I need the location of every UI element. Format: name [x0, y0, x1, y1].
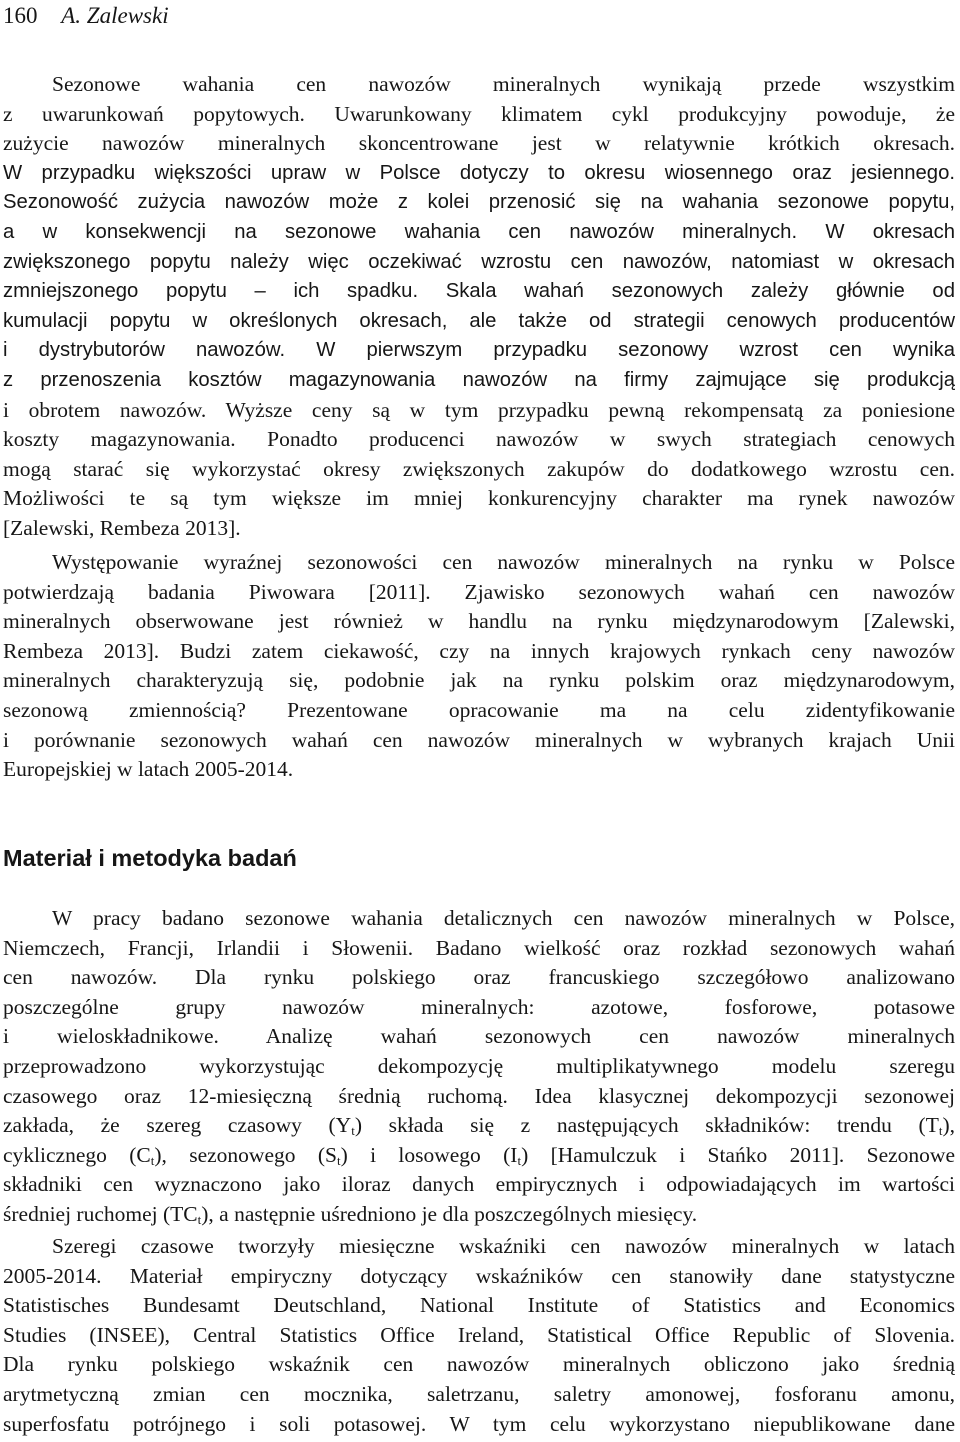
text-line: W pracy badano sezonowe wahania detalicznych cen nawozów mineralnych w Polsce,	[52, 906, 955, 930]
text-line: W przypadku większości upraw w Polsce dotyczy to okresu wiosennego oraz jesiennego.	[3, 161, 955, 184]
text-run: cyklicznego (C	[3, 1142, 151, 1167]
subscript-t: t	[150, 1152, 155, 1168]
text-run: ) składa się z następujących składników: trendu (T	[354, 1113, 939, 1138]
text-line: i porównanie sezonowych wahań cen nawozów mineralnych w wybranych krajach Unii	[3, 727, 955, 752]
subscript-t: t	[517, 1152, 522, 1168]
text-line: potwierdzają badania Piwowara [2011]. Zjawisko sezonowych wahań cen nawozów	[3, 579, 955, 604]
text-line: Występowanie wyraźnej sezonowości cen nawozów mineralnych na rynku w Polsce	[52, 550, 955, 574]
text-line: kumulacji popytu w określonych okresach, ale także od strategii cenowych producentów	[3, 309, 955, 332]
text-run: ) i losowego (I	[340, 1142, 518, 1167]
text-line: Europejskiej w latach 2005-2014.	[3, 757, 294, 782]
text-line: i dystrybutorów nawozów. W pierwszym przypadku sezonowy wzrost cen wynika	[3, 339, 955, 362]
page-number: 160	[3, 3, 38, 28]
methods-paragraph-1	[3, 904, 955, 1230]
text-line: i obrotem nawozów. Wyższe ceny są w tym przypadku pewną rekompensatą za poniesione	[3, 397, 955, 422]
text-line	[3, 1141, 955, 1171]
text-line	[3, 1200, 955, 1230]
text-run: średniej ruchomej (TC	[3, 1201, 198, 1226]
text-line: składniki cen wyznaczono jako iloraz danych empirycznych i odpowiadających im wartości	[3, 1172, 955, 1197]
text-line: zużycie nawozów mineralnych skoncentrowane jest w relatywnie krótkich okresach.	[3, 131, 955, 156]
text-run: ),	[942, 1113, 955, 1138]
text-line	[3, 1111, 955, 1141]
text-run: zakłada, że szereg czasowy (Y	[3, 1113, 352, 1138]
text-line: koszty magazynowania. Ponadto producenci nawozów w swych strategiach cenowych	[3, 427, 955, 452]
running-head-author: A. Zalewski	[61, 3, 169, 28]
text-line: Statistisches Bundesamt Deutschland, National Institute of Statistics and Economics	[3, 1293, 955, 1318]
text-run: ), a następnie uśredniono je dla poszczególnych miesięcy.	[201, 1201, 698, 1226]
text-line: z przenoszenia kosztów magazynowania nawozów na firmy zajmujące się produkcją	[3, 368, 955, 391]
text-line: Dla rynku polskiego wskaźnik cen nawozów mineralnych obliczono jako średnią	[3, 1352, 955, 1377]
text-line: Rembeza 2013]. Budzi zatem ciekawość, czy na innych krajowych rynkach ceny nawozów	[3, 638, 955, 663]
intro-paragraph-2	[3, 548, 955, 785]
text-line: Studies (INSEE), Central Statistics Office Ireland, Statistical Office Republic of Slovenia.	[3, 1322, 955, 1347]
text-line: Sezonowość zużycia nawozów może z kolei przenosić się na wahania sezonowe popytu,	[3, 191, 955, 214]
text-line: zmniejszonego popytu – ich spadku. Skala wahań sezonowych zależy głównie od	[3, 280, 955, 303]
text-line: mineralnych obserwowane jest również w handlu na rynku międzynarodowym [Zalewski,	[3, 609, 955, 634]
text-run: ) [Hamulczuk i Stańko 2011]. Sezonowe	[521, 1142, 955, 1167]
text-line: z uwarunkowań popytowych. Uwarunkowany klimatem cykl produkcyjny powoduje, że	[3, 101, 955, 126]
section-heading: Materiał i metodyka badań	[3, 845, 297, 871]
subscript-t: t	[197, 1211, 202, 1227]
text-line: [Zalewski, Rembeza 2013].	[3, 515, 241, 540]
text-line: Niemczech, Francji, Irlandii i Słowenii. Badano wielkość oraz rozkład sezonowych wahań	[3, 935, 955, 960]
text-line: mineralnych charakteryzują się, podobnie jak na rynku polskim oraz międzynarodowym,	[3, 668, 955, 693]
text-line: arytmetyczną zmian cen mocznika, saletrzanu, saletry amonowej, fosforanu amonu,	[3, 1381, 955, 1406]
text-line: Sezonowe wahania cen nawozów mineralnych wynikają przede wszystkim	[52, 72, 955, 96]
text-run: ), sezonowego (S	[154, 1142, 337, 1167]
text-line: sezonową zmiennością? Prezentowane opracowanie ma na celu zidentyfikowanie	[3, 697, 955, 722]
text-line: cen nawozów. Dla rynku polskiego oraz francuskiego szczegółowo analizowano	[3, 965, 955, 990]
intro-paragraph-1	[3, 70, 955, 544]
methods-paragraph-2	[3, 1232, 955, 1439]
text-line: mogą starać się wykorzystać okresy zwiększonych zakupów do dodatkowego wzrostu cen.	[3, 456, 955, 481]
subscript-t: t	[351, 1123, 355, 1139]
text-line: Możliwości te są tym większe im mniej konkurencyjny charakter ma rynek nawozów	[3, 486, 955, 511]
text-line: i wieloskładnikowe. Analizę wahań sezonowych cen nawozów mineralnych	[3, 1024, 955, 1049]
text-line: a w konsekwencji na sezonowe wahania cen nawozów mineralnych. W okresach	[3, 220, 955, 243]
text-line: zwiększonego popytu należy więc oczekiwać wzrostu cen nawozów, natomiast w okresach	[3, 250, 955, 273]
text-line: poszczególne grupy nawozów mineralnych: azotowe, fosforowe, potasowe	[3, 994, 955, 1019]
subscript-t: t	[938, 1123, 943, 1139]
text-line: 2005-2014. Materiał empiryczny dotyczący wskaźników cen stanowiły dane statystyczne	[3, 1263, 955, 1288]
text-line: Szeregi czasowe tworzyły miesięczne wskaźniki cen nawozów mineralnych w latach	[52, 1234, 955, 1258]
text-line: przeprowadzono wykorzystując dekompozycję multiplikatywnego modelu szeregu	[3, 1053, 955, 1078]
text-line: czasowego oraz 12-miesięczną średnią ruchomą. Idea klasycznej dekompozycji sezonowej	[3, 1083, 955, 1108]
running-head	[3, 2, 169, 30]
text-line: superfosfatu potrójnego i soli potasowej. W tym celu wykorzystano niepublikowane dane	[3, 1411, 955, 1436]
subscript-t: t	[336, 1152, 341, 1168]
